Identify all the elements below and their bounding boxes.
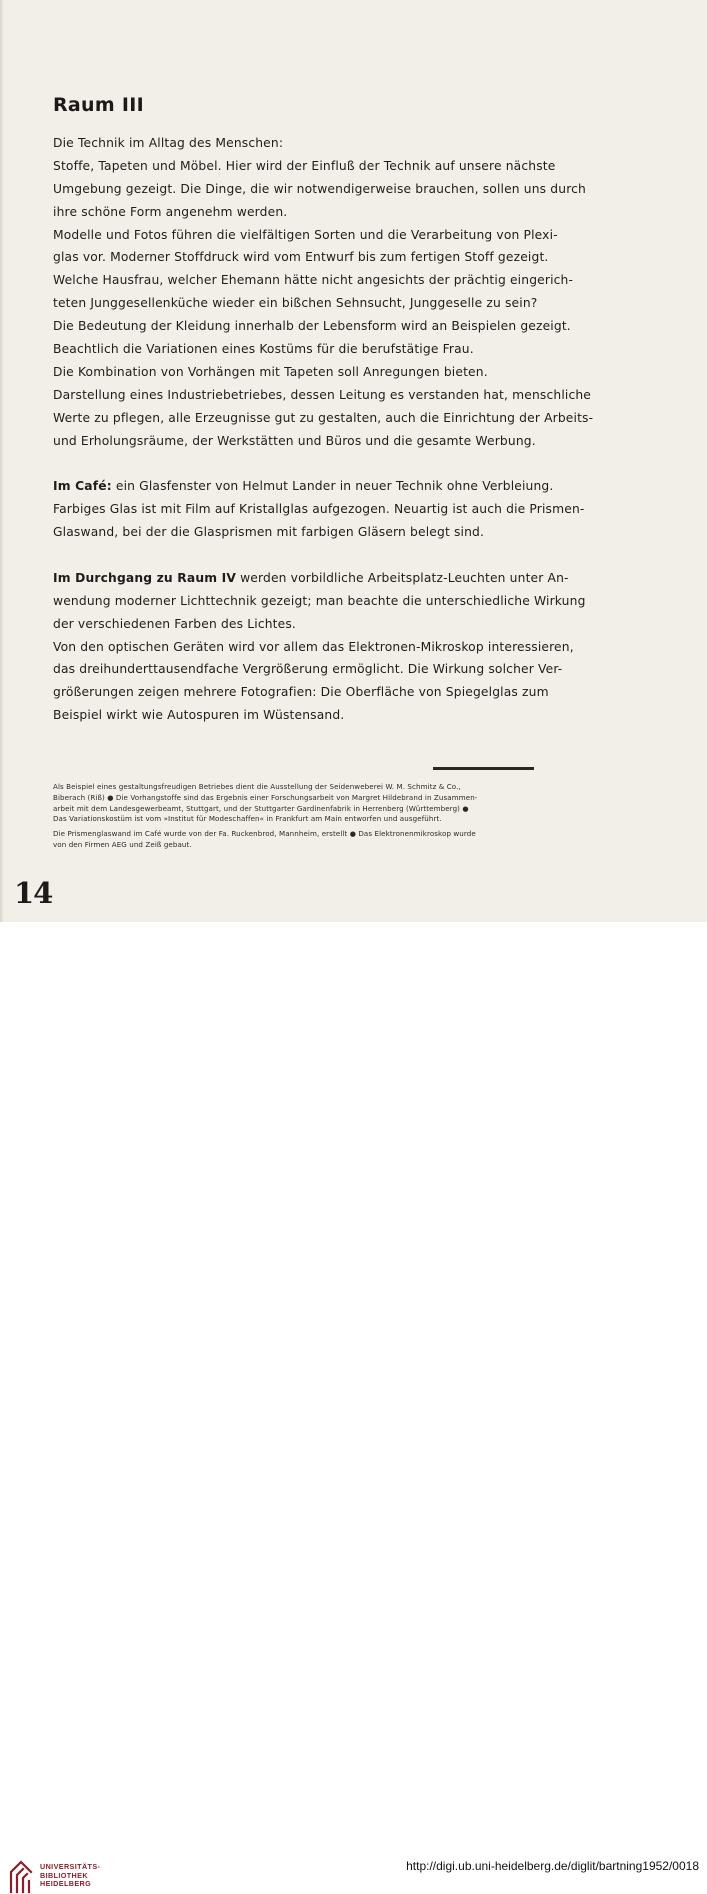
footnote-rule [433,767,534,770]
footnote-line: Als Beispiel eines gestaltungsfreudigen Betriebes dient die Ausstellung der Seidenweberei W. M. Schmitz & Co., [53,782,461,791]
text-line: glas vor. Moderner Stoffdruck wird vom Entwurf bis zum fertigen Stoff gezeigt. [53,250,549,265]
text-line: Die Kombination von Vorhängen mit Tapeten soll Anregungen bieten. [53,364,488,379]
paragraph-gap [53,452,534,475]
library-name-line: BIBLIOTHEK [40,1870,88,1880]
footnote-line: Biberach (Riß) ● Die Vorhangstoffe sind das Ergebnis einer Forschungsarbeit von Margret Hildebrand in Zusammen- [53,792,478,802]
body-text [53,132,594,727]
scanned-page [0,0,707,922]
text-line: Stoffe, Tapeten und Möbel. Hier wird der Einfluß der Technik auf unsere nächste [53,158,556,173]
university-library-name[interactable] [40,1863,100,1889]
text-line: Glaswand, bei der die Glasprismen mit farbigen Gläsern belegt sind. [53,525,485,540]
passage-lead-line [53,567,569,590]
cafe-lead-text: ein Glasfenster von Helmut Lander in neuer Technik ohne Verbleiung. [111,479,554,494]
text-line: Darstellung eines Industriebetriebes, dessen Leitung es verstanden hat, menschliche [53,387,592,402]
text-line: Beispiel wirkt wie Autospuren im Wüstensand. [53,708,345,723]
page-number: 14 [14,876,53,910]
footnote-line: arbeit mit dem Landesgewerbeamt, Stuttgart, und der Stuttgarter Gardinenfabrik in Herrenberg (Württemberg) ● [53,803,469,813]
text-line: Die Technik im Alltag des Menschen: [53,136,284,150]
footnotes [53,782,534,851]
passage-lead-text: werden vorbildliche Arbeitsplatz-Leuchten unter An- [236,570,569,585]
text-line: Umgebung gezeigt. Die Dinge, die wir notwendigerweise brauchen, sollen uns durch [53,181,586,196]
viewer-footer [0,922,707,1889]
cafe-lead-line [53,475,554,498]
text-line: und Erholungsräume, der Werkstätten und Büros und die gesamte Werbung. [53,433,536,448]
paragraph-gap [53,544,534,567]
text-line: Die Bedeutung der Kleidung innerhalb der Lebensform wird an Beispielen gezeigt. [53,319,571,334]
text-line: teten Junggesellenküche wieder ein bißchen Sehnsucht, Junggeselle zu sein? [53,296,538,311]
chapter-title: Raum III [53,94,144,116]
footnote-line: von den Firmen AEG und Zeiß gebaut. [53,839,192,849]
text-line: das dreihunderttausendfache Vergrößerung ermöglicht. Die Wirkung solcher Ver- [53,662,563,677]
text-line: wendung moderner Lichttechnik gezeigt; man beachte die unterschiedliche Wirkung [53,593,586,608]
page-edge-shadow [0,0,4,922]
text-line: Beachtlich die Variationen eines Kostüms für die berufstätige Frau. [53,342,474,357]
footnote-line: Das Variationskostüm ist vom »Institut für Modeschaffen« in Frankfurt am Main entworfen und ausgeführt. [53,814,442,824]
cafe-label: Im Café: [53,479,112,494]
text-line: der verschiedenen Farben des Lichtes. [53,616,296,631]
library-name-line: UNIVERSITÄTS- [40,1862,101,1871]
text-line: Von den optischen Geräten wird vor allem das Elektronen-Mikroskop interessieren, [53,639,574,654]
footnote-line: Die Prismenglaswand im Café wurde von der Fa. Ruckenbrod, Mannheim, erstellt ● Das Elektronenmikroskop wurde [53,829,476,839]
text-line: Welche Hausfrau, welcher Ehemann hätte nicht angesichts der prächtig eingerich- [53,273,574,288]
source-url-link[interactable]: http://digi.ub.uni-heidelberg.de/diglit/bartning1952/0018 [406,1859,699,1873]
text-line: ihre schöne Form angenehm werden. [53,204,288,219]
university-library-logo-icon [7,1858,35,1894]
text-line: größerungen zeigen mehrere Fotografien: Die Oberfläche von Spiegelglas zum [53,685,549,700]
text-line: Modelle und Fotos führen die vielfältigen Sorten und die Verarbeitung von Plexi- [53,227,558,242]
text-line: Farbiges Glas ist mit Film auf Kristallglas aufgezogen. Neuartig ist auch die Prismen- [53,502,585,517]
text-line: Werte zu pflegen, alle Erzeugnisse gut zu gestalten, auch die Einrichtung der Arbeits- [53,410,594,425]
library-name-line: HEIDELBERG [40,1879,92,1889]
passage-label: Im Durchgang zu Raum IV [53,570,237,585]
